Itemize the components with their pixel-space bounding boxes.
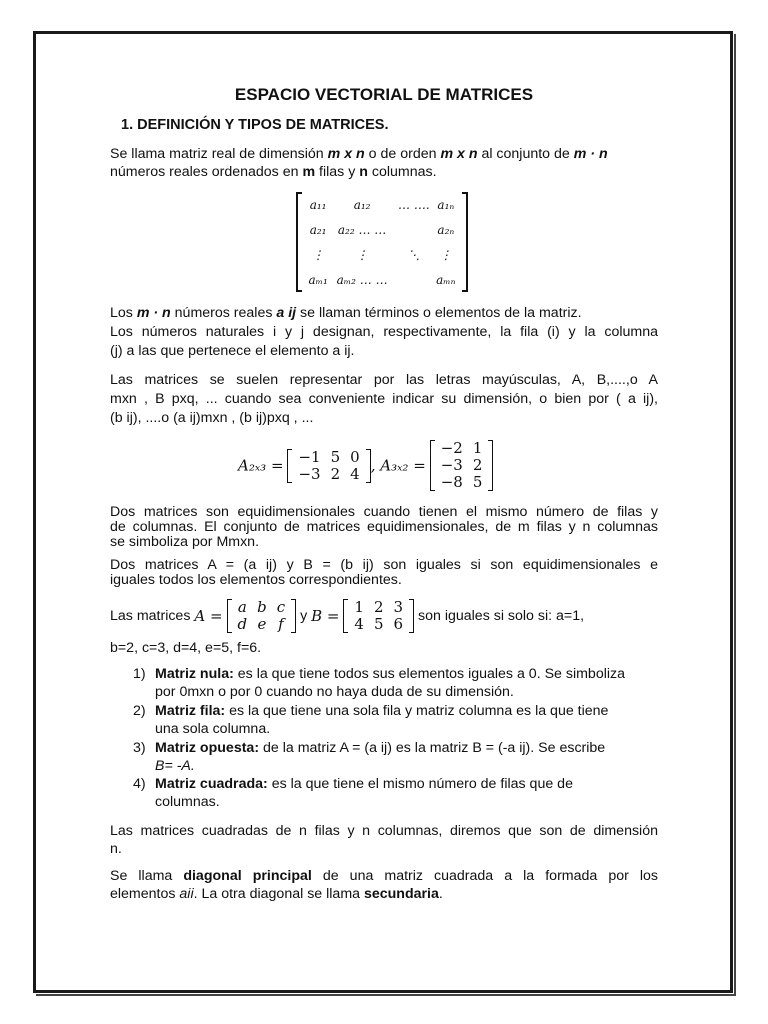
paragraph-diagonal-line1: Se llama diagonal principal de una matriz cuadrada a la formada por los xyxy=(110,868,658,884)
matrix-a-cell: 0 xyxy=(350,447,360,466)
paragraph-definition-line1: Se llama matriz real de dimensión m x n o de orden m x n al conjunto de m · n xyxy=(110,146,608,162)
matrix-a-2x3 xyxy=(287,449,370,483)
section-heading: 1. DEFINICIÓN Y TIPOS DE MATRICES. xyxy=(121,117,389,133)
matrix-123-cell: 1 xyxy=(354,598,364,616)
general-matrix-cell: a₁₂ xyxy=(353,197,371,212)
matrix-123-cell: 2 xyxy=(373,598,384,616)
matrix-a-cell: 4 xyxy=(350,464,360,483)
matrix-123-cell: 5 xyxy=(373,615,384,633)
matrix-abc-cell: b xyxy=(257,598,267,616)
paragraph-elements-line3: (j) a las que pertenece el elemento a ij. xyxy=(110,343,355,359)
matrix-a-cell: 2 xyxy=(330,464,341,483)
matrix-abc-cell: a xyxy=(237,598,247,616)
list-item-matriz-opuesta: 3) Matriz opuesta: de la matriz A = (a ij) es la matriz B = (-a ij). Se escribe B= -A. xyxy=(133,740,606,774)
page-title: ESPACIO VECTORIAL DE MATRICES xyxy=(234,85,534,104)
paragraph-square-dimension-line1: Las matrices cuadradas de n filas y n columnas, diremos que son de dimensión xyxy=(110,823,658,839)
equation-matrix-dimensions xyxy=(238,440,493,491)
matrix-123-cell: 6 xyxy=(393,615,404,633)
general-matrix-cell: a₁₁ xyxy=(309,197,327,212)
paragraph-equidimensional-line3: se simboliza por Mmxn. xyxy=(110,534,260,550)
matrix-a-cell: −3 xyxy=(298,464,321,483)
general-matrix-cell: a₂₁ xyxy=(309,222,327,237)
matrix-abc-cell: c xyxy=(276,598,286,616)
matrix-b-cell: 1 xyxy=(472,439,483,457)
general-matrix-cell: a₂₂ … … xyxy=(337,222,387,237)
paragraph-equidimensional-line2: de columnas. El conjunto de matrices equidimensionales, de m filas y n columnas xyxy=(110,519,658,535)
general-matrix-cell: aₘ₁ xyxy=(308,272,328,287)
matrix-123-cell: 4 xyxy=(354,615,364,633)
paragraph-diagonal-line2: elementos aii. La otra diagonal se llama secundaria. xyxy=(110,886,443,902)
general-matrix-cell: ⋮ xyxy=(312,247,325,262)
matrix-123-cell: 3 xyxy=(393,598,404,616)
matrix-a-cell: 5 xyxy=(330,447,341,466)
equation-equal-conditions: b=2, c=3, d=4, e=5, f=6. xyxy=(110,640,262,656)
paragraph-equal-line1: Dos matrices A = (a ij) y B = (b ij) son iguales si son equidimensionales e xyxy=(110,557,658,573)
paragraph-equidimensional-line1: Dos matrices son equidimensionales cuando tienen el mismo número de filas y xyxy=(110,504,658,520)
matrix-abc-cell: e xyxy=(257,615,267,633)
paragraph-elements-line2: Los números naturales i y j designan, respectivamente, la fila (i) y la columna xyxy=(110,324,658,340)
matrix-abc xyxy=(227,599,297,633)
list-item-matriz-nula: 1) Matriz nula: es la que tiene todos sus elementos iguales a 0. Se simboliza por 0mxn o por 0 cuando no haya duda de su dimensión. xyxy=(133,666,626,700)
paragraph-equal-line2: iguales todos los elementos correspondientes. xyxy=(110,572,402,588)
general-matrix-cell: aₘₙ xyxy=(436,272,456,287)
matrix-b-cell: 2 xyxy=(472,456,483,474)
general-matrix-cell xyxy=(394,217,434,242)
general-matrix-cell: … …. xyxy=(398,197,430,212)
right-bracket xyxy=(462,192,468,292)
list-item-matriz-cuadrada: 4) Matriz cuadrada: es la que tiene el mismo número de filas que de columnas. xyxy=(133,776,573,810)
paragraph-notation-line2: mxn , B pxq, ... cuando sea conveniente indicar su dimensión, o bien por ( a ij), xyxy=(110,391,658,407)
left-bracket xyxy=(296,192,302,292)
equation-equal-matrices: Las matrices A = a b c d e f y B = 1 2 3 4 5 6 son iguales si solo si: a=1, xyxy=(110,598,585,633)
paragraph-elements-line1: Los m · n números reales a ij se llaman términos o elementos de la matriz. xyxy=(110,305,582,321)
paragraph-square-dimension-line2: n. xyxy=(110,841,122,857)
matrix-b-label: , A₃ₓ₂ = xyxy=(370,456,426,475)
general-matrix-cell: a₁ₙ xyxy=(437,197,455,212)
matrix-b-cell: −2 xyxy=(440,439,463,457)
matrix-b-cell: 5 xyxy=(472,473,483,491)
general-matrix xyxy=(296,192,468,292)
matrix-b-3x2 xyxy=(430,440,494,491)
matrix-123 xyxy=(343,599,414,633)
matrix-a-cell: −1 xyxy=(298,447,321,466)
matrix-b-cell: −8 xyxy=(440,473,463,491)
general-matrix-cell: aₘ₂ … … xyxy=(336,272,388,287)
paragraph-notation-line1: Las matrices se suelen representar por las letras mayúsculas, A, B,....,o A xyxy=(110,372,658,388)
matrix-abc-cell: f xyxy=(278,615,284,633)
general-matrix-cell: ⋱ xyxy=(407,247,420,262)
matrix-b-cell: −3 xyxy=(440,456,463,474)
general-matrix-cell xyxy=(394,267,434,292)
matrix-a-label: A₂ₓ₃ = xyxy=(238,456,284,475)
general-matrix-cell: ⋮ xyxy=(356,247,369,262)
general-matrix-cell: a₂ₙ xyxy=(437,222,455,237)
list-item-matriz-fila: 2) Matriz fila: es la que tiene una sola fila y matriz columna es la que tiene una sola columna. xyxy=(133,703,609,737)
paragraph-definition-line2: números reales ordenados en m filas y n columnas. xyxy=(110,164,437,180)
matrix-abc-cell: d xyxy=(237,615,248,633)
general-matrix-cell: ⋮ xyxy=(439,247,452,262)
paragraph-notation-line3: (b ij), ....o (a ij)mxn , (b ij)pxq , ... xyxy=(110,410,314,426)
general-matrix-table xyxy=(306,192,458,292)
